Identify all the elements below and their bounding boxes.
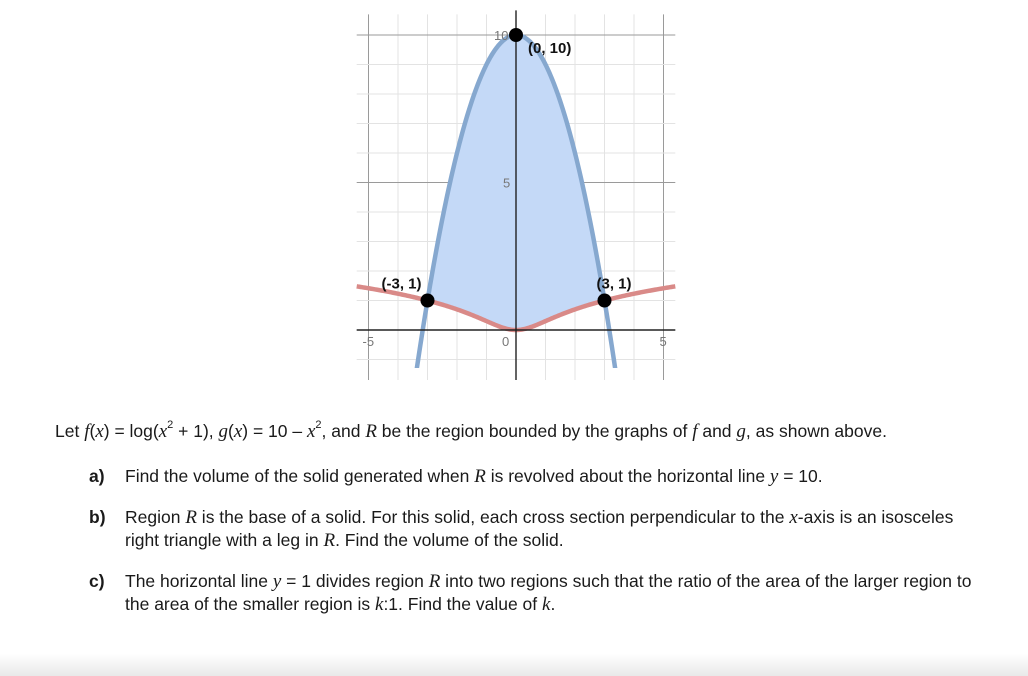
question-a-text: Find the volume of the solid generated when R is revolved about the horizontal line y = 10. <box>125 466 823 487</box>
problem-text <box>55 420 985 634</box>
y-tick-label-10: 10 <box>494 28 509 43</box>
question-b <box>89 506 985 552</box>
question-b-text: Region R is the base of a solid. For this solid, each cross section perpendicular to the x-axis is an isosceles right triangle with a leg in R. Find the volume of the solid. <box>125 507 954 551</box>
problem-intro: Let $f(x) = \log(x^2 + 1)$, $g(x) = 10 - x^2$, and R be the region bounded by the graphs of f and g, as shown above. <box>55 419 887 442</box>
y-tick-label-5: 5 <box>503 175 511 191</box>
bottom-shadow <box>0 654 1028 676</box>
x-tick-label-0: 0 <box>502 334 510 349</box>
point-right-intersection <box>598 294 612 308</box>
question-c-text: The horizontal line y = 1 divides region R into two regions such that the ratio of the area of the larger region to the area of the smaller region is k:1. Find the value of k. <box>125 571 972 615</box>
point-label-left: (-3, 1) <box>381 275 422 293</box>
x-tick-label-5: 5 <box>659 334 667 349</box>
question-c <box>89 570 985 616</box>
point-top <box>509 28 523 42</box>
question-b-letter: b) <box>89 507 106 527</box>
point-left-intersection <box>421 294 435 308</box>
question-a-letter: a) <box>89 466 105 486</box>
point-label-right: (3, 1) <box>596 275 632 293</box>
question-a <box>89 465 985 488</box>
x-tick-label-neg5: -5 <box>362 334 375 349</box>
question-c-letter: c) <box>89 571 105 591</box>
point-label-top: (0, 10) <box>528 40 572 57</box>
